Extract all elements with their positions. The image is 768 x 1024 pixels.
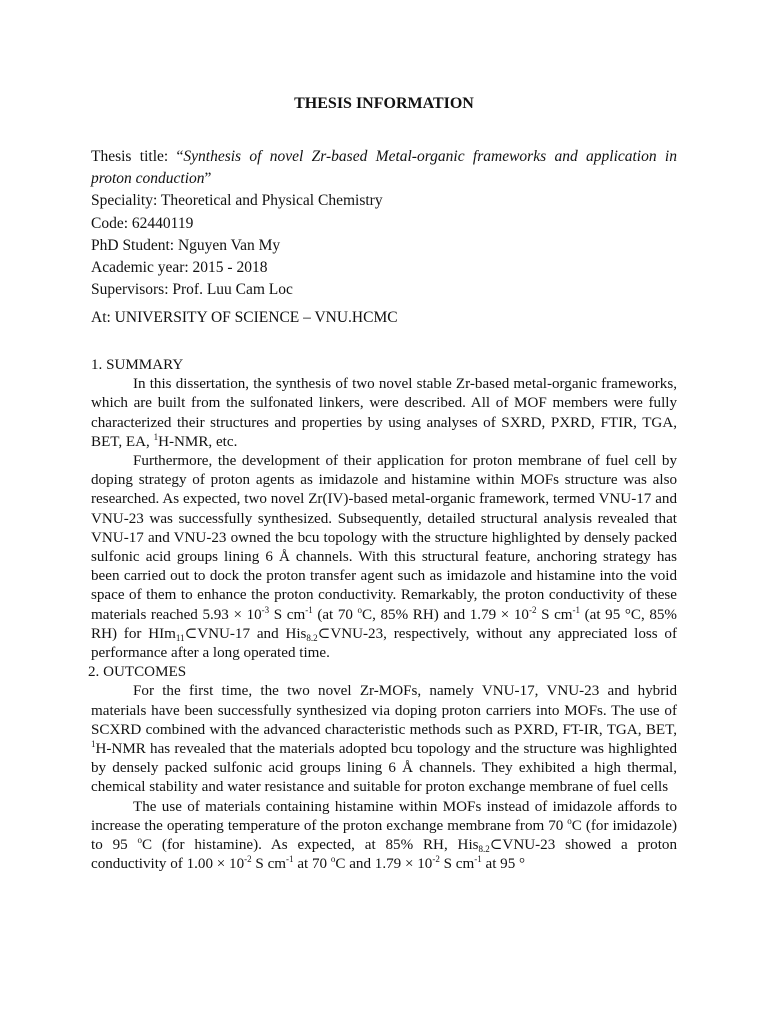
student-line: PhD Student: Nguyen Van My	[91, 236, 281, 254]
superscript: o	[357, 604, 363, 615]
subscript: 8.2	[478, 844, 490, 855]
outcomes-heading: 2. OUTCOMES	[88, 664, 187, 681]
superscript: 1	[153, 431, 159, 442]
text-run: ⊂VNU-17 and His	[184, 625, 307, 642]
subscript: 11	[175, 632, 185, 643]
text-run: ⊂VNU-23, respectively, without any appreciated loss of performance after a long operated time.	[91, 625, 678, 662]
text-run: S cm	[536, 606, 573, 623]
superscript: o	[567, 815, 572, 826]
superscript: -1	[305, 604, 313, 615]
superscript: -2	[244, 854, 252, 865]
thesis-title-close: ”	[204, 170, 212, 188]
superscript: -2	[528, 604, 537, 615]
speciality-line: Speciality: Theoretical and Physical Chemistry	[91, 192, 383, 210]
thesis-title-label: Thesis title: “	[91, 148, 184, 165]
text-run: For the first time, the two novel Zr-MOFs, namely VNU-17, VNU-23 and hybrid materials have been successfully synthesized via doping proton carriers into MOFs. The use of SCXRD combined with the advanced characteristic methods such as PXRD, FT-IR, TGA, BET,	[91, 683, 677, 738]
superscript: o	[330, 854, 336, 865]
text-run: S cm	[251, 856, 287, 873]
text-run: S cm	[439, 856, 475, 873]
superscript: 1	[91, 739, 96, 750]
summary-paragraph-2	[91, 452, 677, 663]
superscript: -1	[572, 604, 581, 615]
document-body	[88, 356, 678, 874]
page-title: THESIS INFORMATION	[294, 95, 474, 112]
text-run: C (for histamine). As expected, at 85% RH, His	[142, 837, 479, 854]
thesis-title-line	[91, 146, 677, 190]
supervisors-line: Supervisors: Prof. Luu Cam Loc	[91, 281, 293, 299]
text-run: In this dissertation, the synthesis of two novel stable Zr-based metal-organic frameworks, which are built from the sulfonated linkers, were described. All of MOF members were fully characterized their structures and properties by using analyses of SXRD, PXRD, FTIR, TGA, BET, EA,	[91, 376, 677, 450]
summary-paragraph-1	[91, 375, 677, 452]
text-run: Furthermore, the development of their application for proton membrane of fuel cell by doping strategy of proton agents as imidazole and histamine within MOFs structure was also researched. As expected, two novel Zr(IV)-based metal-organic framework, termed VNU-17 and VNU-23 was successfully synthesized. Subsequently, detailed structural analysis revealed that VNU-17 and VNU-23 owned the bcu topology with the structure highlighted by densely packed sulfonic acid groups lining 6 Å channels. With this structural feature, anchoring strategy has been carried out to dock the proton transfer agent such as imidazole and histamine into the void space of them to enhance the proton conductivity. Remarkably, the proton conductivity of these materials reached 5.93 × 10	[91, 453, 677, 623]
text-run: The use of materials containing histamine within MOFs instead of imidazole affords to increase the operating temperature of the proton exchange membrane from 70	[91, 798, 677, 834]
text-run: C (for imidazole) to 95	[91, 817, 677, 854]
outcomes-paragraph-1	[91, 682, 677, 797]
text-run: C and 1.79 × 10	[335, 856, 433, 873]
text-run: H-NMR has revealed that the materials adopted bcu topology and the structure was highlighted by densely packed sulfonic acid groups lining 6 Å channels. They exhibited a high thermal, chemical stability and water resistance and suitable for proton exchange membrane of fuel cells	[91, 741, 677, 796]
code-line: Code: 62440119	[91, 214, 194, 232]
superscript: -1	[286, 854, 294, 865]
thesis-info-block	[91, 146, 677, 301]
outcomes-paragraph-2	[91, 798, 677, 875]
text-run: C, 85% RH) and 1.79 × 10	[362, 606, 529, 623]
text-run: H-NMR, etc.	[158, 433, 238, 450]
superscript: -1	[474, 854, 482, 865]
text-run: (at 95 °C, 85% RH) for HIm	[91, 606, 677, 642]
superscript: o	[137, 835, 143, 846]
text-run: ⊂VNU-23 showed a proton conductivity of 1.00 × 10	[91, 837, 677, 873]
superscript: -2	[432, 854, 440, 865]
institution-line: At: UNIVERSITY OF SCIENCE – VNU.HCMC	[91, 309, 398, 326]
text-run: at 95 °	[481, 856, 526, 873]
summary-heading: 1. SUMMARY	[91, 357, 184, 373]
text-run: at 70	[293, 856, 331, 873]
academic-year-line: Academic year: 2015 - 2018	[91, 259, 268, 277]
text-run: S cm	[269, 606, 306, 623]
text-run: (at 70	[312, 606, 358, 623]
subscript: 8.2	[306, 632, 318, 643]
superscript: -3	[261, 604, 270, 615]
thesis-title-value: Synthesis of novel Zr-based Metal-organic frameworks and application in proton conduction	[91, 148, 677, 188]
